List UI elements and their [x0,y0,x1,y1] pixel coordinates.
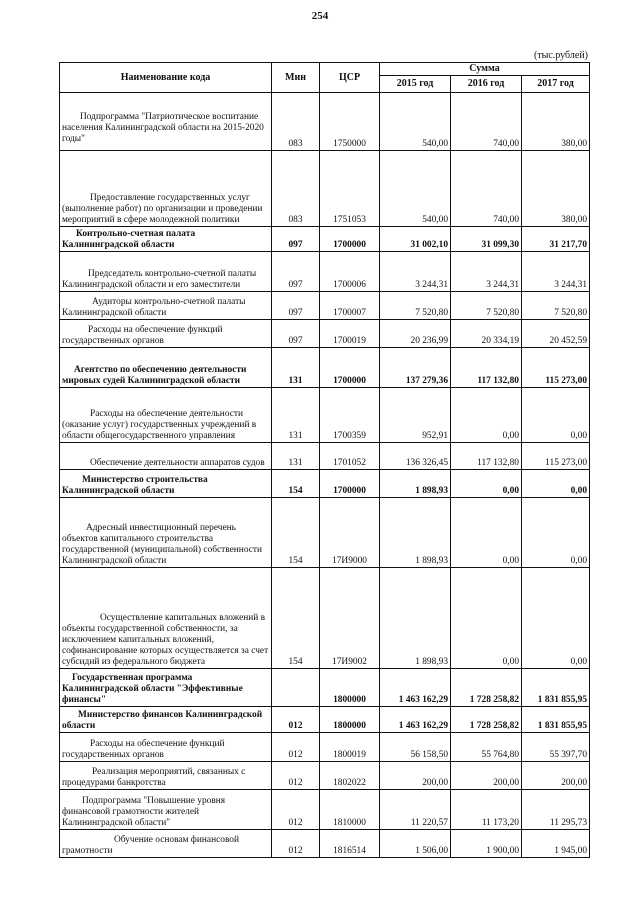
row-min-cell: 154 [272,470,320,498]
row-value-2016: 20 334,19 [451,320,522,348]
row-csr-cell: 17И9002 [320,568,380,669]
row-value-2015: 136 326,45 [380,443,451,470]
row-min-cell: 012 [272,707,320,733]
row-csr-cell: 1700000 [320,470,380,498]
row-value-2016: 117 132,80 [451,443,522,470]
row-csr-cell: 1700019 [320,320,380,348]
row-name-text: Председатель контрольно-счетной палаты Калининградской области и его заместители [62,269,257,290]
row-value-2015: 3 244,31 [380,252,451,292]
row-value-2016: 31 099,30 [451,227,522,252]
row-value-2016: 0,00 [451,470,522,498]
row-name-text: Аудиторы контрольно-счетной палаты Калининградской области [62,297,246,318]
row-csr-cell: 1700000 [320,348,380,388]
table-row [60,227,590,252]
row-name-cell [60,348,272,388]
row-csr-cell: 1700006 [320,252,380,292]
row-name-cell [60,762,272,790]
header-name: Наименование кода [60,63,272,93]
row-value-2017: 3 244,31 [522,252,590,292]
row-csr-cell: 1750000 [320,93,380,151]
row-value-2015: 1 506,00 [380,830,451,858]
row-value-2017: 1 945,00 [522,830,590,858]
row-min-cell: 012 [272,830,320,858]
table-row [60,568,590,669]
row-value-2017: 0,00 [522,388,590,443]
table-row [60,707,590,733]
row-name-cell [60,227,272,252]
row-value-2016: 200,00 [451,762,522,790]
row-min-cell: 083 [272,93,320,151]
row-value-2017: 380,00 [522,151,590,227]
row-name-cell [60,790,272,830]
table-row [60,830,590,858]
budget-table [59,62,590,858]
row-name-text: Адресный инвестиционный перечень объектов капитального строительства государственной (муниципальной) собственности Калининградской области [62,523,263,566]
row-value-2017: 200,00 [522,762,590,790]
table-row [60,733,590,762]
row-value-2017: 7 520,80 [522,292,590,320]
row-min-cell: 097 [272,320,320,348]
row-name-text: Министерство строительства Калининградской области [62,475,208,496]
row-value-2015: 1 463 162,29 [380,669,451,707]
row-value-2016: 11 173,20 [451,790,522,830]
table-row [60,762,590,790]
row-name-text: Контрольно-счетная палата Калининградской области [62,229,196,250]
row-name-cell [60,292,272,320]
row-name-text: Подпрограмма "Повышение уровня финансовой грамотности жителей Калининградской области" [62,796,226,828]
row-min-cell: 097 [272,252,320,292]
row-value-2016: 7 520,80 [451,292,522,320]
row-name-cell [60,388,272,443]
row-value-2017: 11 295,73 [522,790,590,830]
row-name-cell [60,733,272,762]
row-csr-cell: 1700359 [320,388,380,443]
row-value-2017: 0,00 [522,470,590,498]
row-value-2015: 11 220,57 [380,790,451,830]
row-min-cell: 131 [272,348,320,388]
row-value-2017: 20 452,59 [522,320,590,348]
table-row [60,498,590,568]
row-value-2015: 540,00 [380,151,451,227]
table-row [60,388,590,443]
row-name-text: Расходы на обеспечение функций государственных органов [62,739,225,760]
row-csr-cell: 1802022 [320,762,380,790]
row-name-cell [60,252,272,292]
header-sum: Сумма [380,63,590,76]
row-value-2015: 952,91 [380,388,451,443]
table-body [60,93,590,858]
row-value-2015: 1 463 162,29 [380,707,451,733]
row-name-cell [60,707,272,733]
row-value-2017: 115 273,00 [522,443,590,470]
row-name-text: Предоставление государственных услуг (выполнение работ) по организации и проведении мероприятий в сфере молодежной политики [62,193,263,225]
table-row [60,443,590,470]
row-name-cell [60,830,272,858]
table-row [60,252,590,292]
row-csr-cell: 1700007 [320,292,380,320]
row-value-2017: 115 273,00 [522,348,590,388]
row-name-cell [60,470,272,498]
row-value-2016: 0,00 [451,498,522,568]
row-min-cell: 012 [272,733,320,762]
row-value-2015: 200,00 [380,762,451,790]
row-csr-cell: 1816514 [320,830,380,858]
table-row [60,348,590,388]
row-min-cell: 097 [272,227,320,252]
table-row [60,320,590,348]
row-csr-cell: 1700000 [320,227,380,252]
row-value-2017: 1 831 855,95 [522,669,590,707]
row-name-cell [60,498,272,568]
row-min-cell: 012 [272,762,320,790]
header-year-2016: 2016 год [451,76,522,93]
row-csr-cell: 1800019 [320,733,380,762]
row-value-2017: 380,00 [522,93,590,151]
row-name-cell [60,669,272,707]
row-value-2016: 1 900,00 [451,830,522,858]
row-name-text: Государственная программа Калининградской области "Эффективные финансы" [62,673,243,705]
row-value-2016: 55 764,80 [451,733,522,762]
row-min-cell: 131 [272,388,320,443]
row-csr-cell: 1701052 [320,443,380,470]
header-csr: ЦСР [320,63,380,93]
header-year-2017: 2017 год [522,76,590,93]
row-value-2015: 1 898,93 [380,568,451,669]
row-value-2016: 1 728 258,82 [451,707,522,733]
row-value-2015: 1 898,93 [380,470,451,498]
row-min-cell: 097 [272,292,320,320]
row-min-cell: 154 [272,498,320,568]
row-value-2015: 56 158,50 [380,733,451,762]
row-name-text: Осуществление капитальных вложений в объекты государственной собственности, за исключением капитальных вложений, софинансирование которых осуществляется за счет субсидий из федерального бюджета [62,613,269,667]
row-min-cell: 012 [272,790,320,830]
row-name-text: Обучение основам финансовой грамотности [62,835,240,856]
row-name-cell [60,151,272,227]
row-value-2016: 117 132,80 [451,348,522,388]
row-name-cell [60,568,272,669]
row-value-2015: 7 520,80 [380,292,451,320]
row-csr-cell: 1810000 [320,790,380,830]
row-name-text: Министерство финансов Калининградской области [62,710,263,731]
row-value-2016: 0,00 [451,568,522,669]
row-value-2016: 0,00 [451,388,522,443]
row-value-2017: 55 397,70 [522,733,590,762]
table-row [60,790,590,830]
page-number: 254 [311,10,329,22]
row-value-2015: 1 898,93 [380,498,451,568]
row-value-2017: 1 831 855,95 [522,707,590,733]
row-name-text: Расходы на обеспечение деятельности (оказание услуг) государственных учреждений в области общегосударственного управления [62,409,257,441]
row-value-2017: 0,00 [522,568,590,669]
table-row [60,151,590,227]
row-name-text: Агентство по обеспечению деятельности мировых судей Калининградской области [62,365,247,386]
row-csr-cell: 17И9000 [320,498,380,568]
header-min: Мин [272,63,320,93]
row-csr-cell: 1800000 [320,707,380,733]
row-min-cell [272,669,320,707]
row-value-2015: 20 236,99 [380,320,451,348]
table-row [60,669,590,707]
row-value-2017: 31 217,70 [522,227,590,252]
table-row [60,93,590,151]
units-label: (тыс.рублей) [533,50,588,61]
row-min-cell: 131 [272,443,320,470]
row-value-2016: 740,00 [451,151,522,227]
row-name-text: Реализация мероприятий, связанных с процедурами банкротства [62,767,246,788]
row-value-2016: 740,00 [451,93,522,151]
row-name-text: Подпрограмма "Патриотическое воспитание населения Калининградской области на 2015-2020 годы" [62,112,264,144]
header-year-2015: 2015 год [380,76,451,93]
row-value-2015: 31 002,10 [380,227,451,252]
row-value-2016: 3 244,31 [451,252,522,292]
row-value-2017: 0,00 [522,498,590,568]
row-name-text: Расходы на обеспечение функций государственных органов [62,325,223,346]
row-name-cell [60,93,272,151]
row-value-2016: 1 728 258,82 [451,669,522,707]
row-value-2015: 137 279,36 [380,348,451,388]
row-value-2015: 540,00 [380,93,451,151]
row-csr-cell: 1751053 [320,151,380,227]
row-min-cell: 154 [272,568,320,669]
row-name-text: Обеспечение деятельности аппаратов судов [90,458,265,468]
row-name-cell [60,320,272,348]
row-min-cell: 083 [272,151,320,227]
row-csr-cell: 1800000 [320,669,380,707]
table-row [60,292,590,320]
table-row [60,470,590,498]
row-name-cell [60,443,272,470]
